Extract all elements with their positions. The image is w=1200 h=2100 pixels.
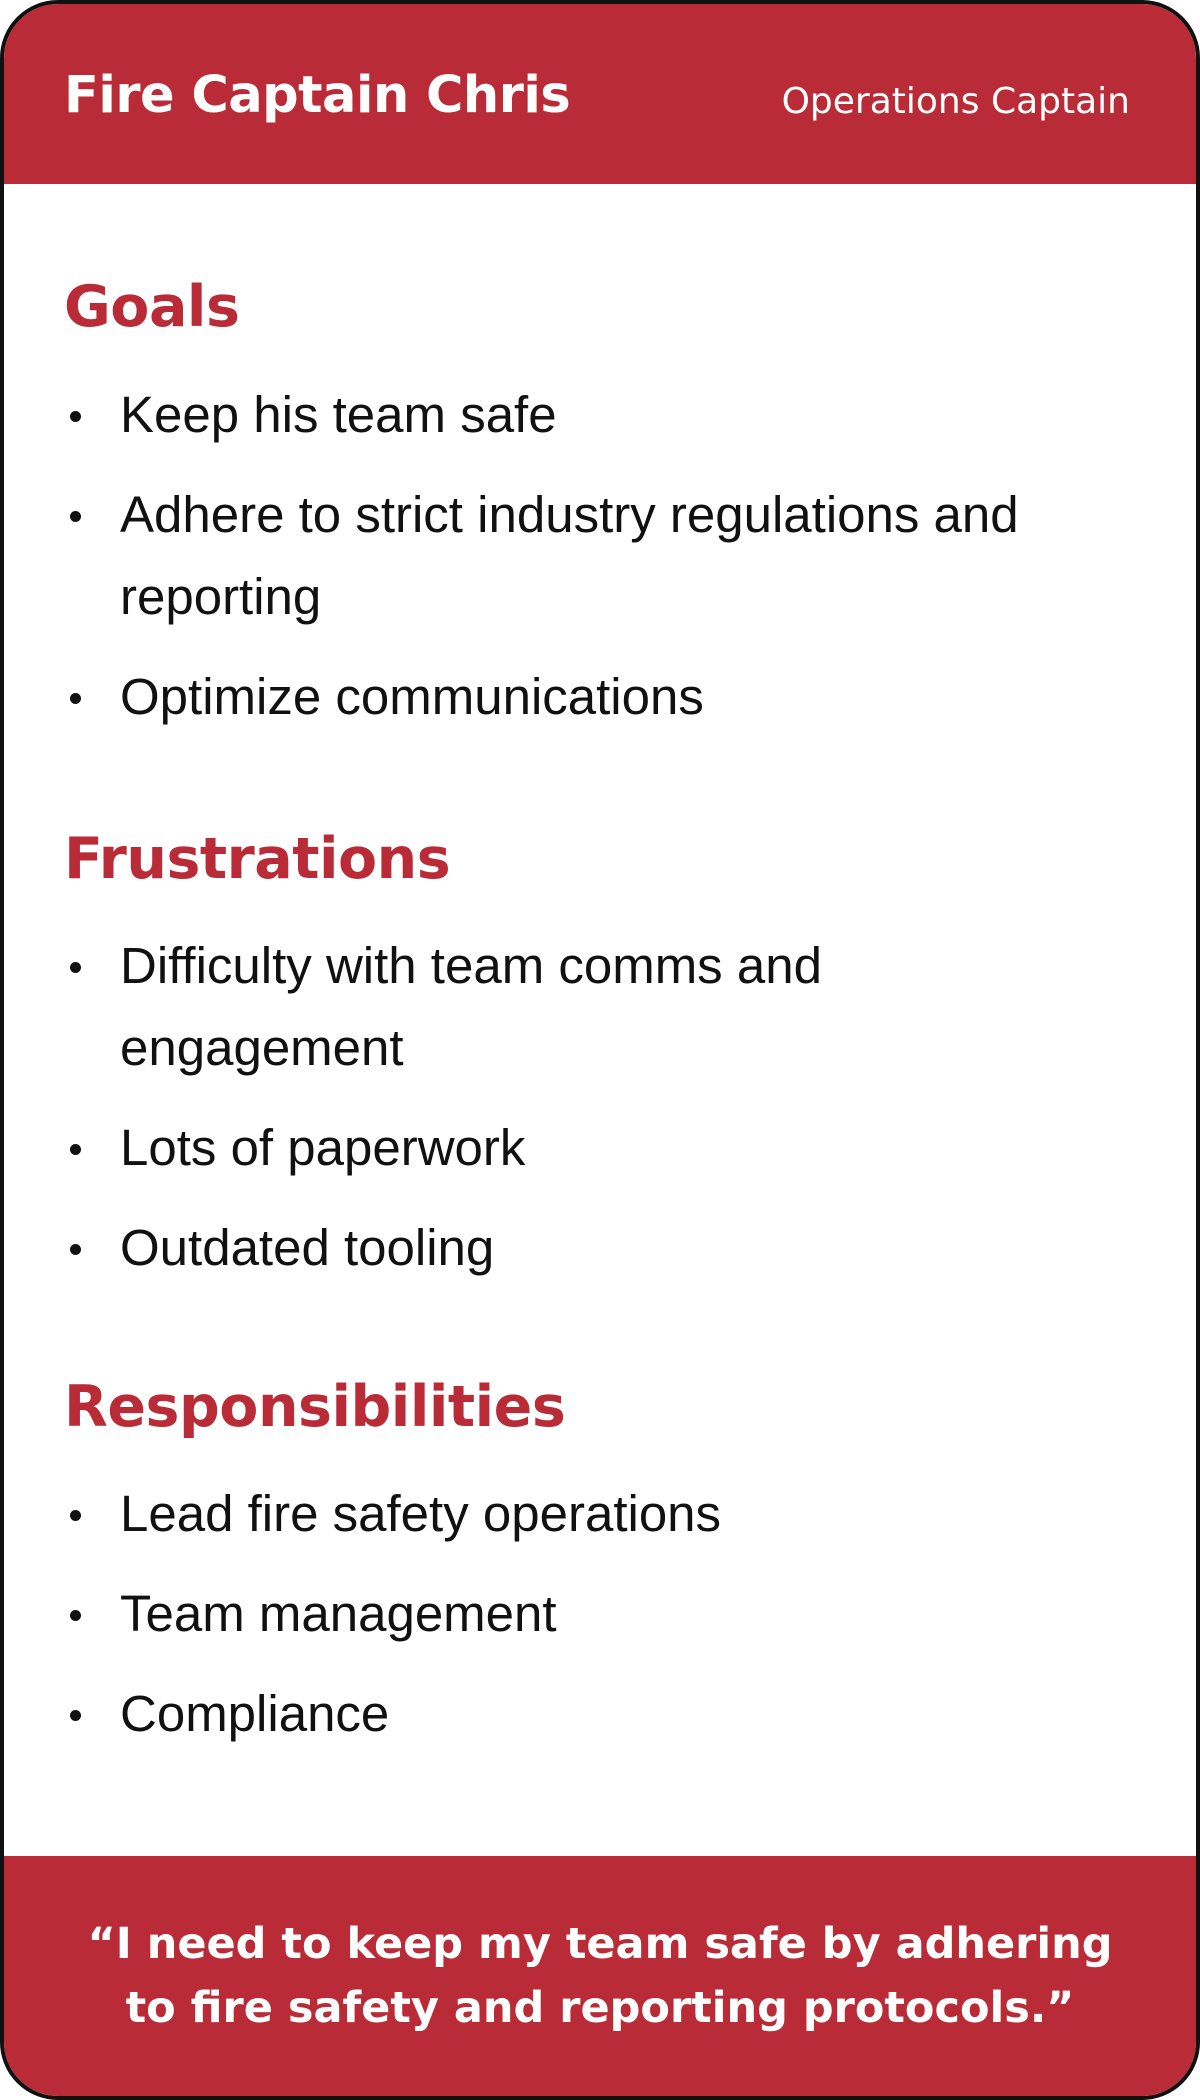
list-item-text: Compliance — [120, 1685, 390, 1742]
bullet-dot — [70, 1144, 81, 1155]
persona-role: Operations Captain — [781, 81, 1130, 122]
bullet-dot — [70, 411, 81, 422]
bullet-dot — [70, 1710, 81, 1721]
quote-footer — [4, 1856, 1196, 2096]
persona-quote: “I need to keep my team safe by adhering to fire safety and reporting protocols.” — [87, 1919, 1113, 2033]
list-item-text: Outdated tooling — [120, 1219, 495, 1276]
bullet-dot — [70, 1510, 81, 1521]
bullet-dot — [70, 511, 81, 522]
persona-header — [4, 4, 1196, 184]
list-item-text: Team management — [120, 1585, 557, 1642]
list-item-text: Adhere to strict industry regulations and reporting — [120, 486, 1019, 625]
bullet-dot — [70, 1610, 81, 1621]
bullet-dot — [70, 962, 81, 973]
list-item-text: Optimize communications — [120, 668, 704, 725]
list-item-text: Lead fire safety operations — [120, 1485, 722, 1542]
responsibilities-heading: Responsibilities — [64, 1374, 566, 1440]
list-item-text: Keep his team safe — [120, 386, 557, 443]
persona-content — [4, 184, 1196, 1860]
bullet-dot — [70, 1244, 81, 1255]
goals-heading: Goals — [64, 274, 240, 340]
bullet-dot — [70, 693, 81, 704]
frustrations-heading: Frustrations — [64, 826, 451, 892]
persona-name: Fire Captain Chris — [64, 66, 571, 125]
list-item-text: Difficulty with team comms and engagement — [120, 937, 822, 1076]
list-item-text: Lots of paperwork — [120, 1119, 526, 1176]
